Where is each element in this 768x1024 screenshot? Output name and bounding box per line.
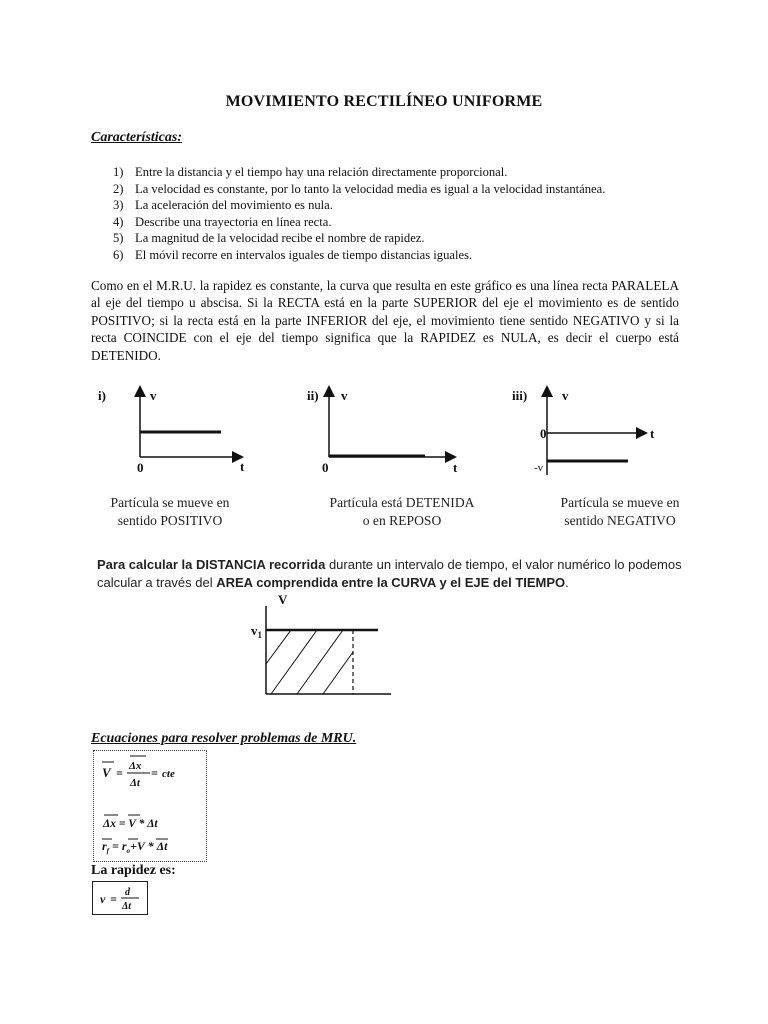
list-text: La velocidad es constante, por lo tanto la velocidad media es igual a la velocidad instantánea. xyxy=(135,181,606,196)
eq-equals: = xyxy=(116,766,123,780)
caption-line: sentido NEGATIVO xyxy=(564,513,676,528)
v-axis-label: V xyxy=(278,592,288,607)
v-axis-label: v xyxy=(341,388,348,403)
caption-rest xyxy=(312,494,492,530)
list-number: 4) xyxy=(113,214,124,229)
origin-label: 0 xyxy=(137,460,144,475)
graph-rest xyxy=(305,385,475,480)
negative-v-label: -v xyxy=(534,462,544,474)
list-item xyxy=(113,197,713,214)
list-item xyxy=(113,247,713,264)
origin-label: 0 xyxy=(322,460,329,475)
page-title: MOVIMIENTO RECTILÍNEO UNIFORME xyxy=(225,93,543,110)
equations-svg xyxy=(94,751,206,861)
list-item xyxy=(113,214,713,231)
eq3: $r_f = r_o+V * \Delta t$ xyxy=(102,839,168,855)
characteristics-list xyxy=(113,164,713,263)
rapidez-box xyxy=(92,881,148,915)
eq-equals: = xyxy=(110,892,117,906)
graph-negative xyxy=(510,385,680,485)
origin-label: 0 xyxy=(540,426,547,441)
rapidez-heading: La rapidez es: xyxy=(91,863,176,878)
list-item xyxy=(113,181,713,198)
caption-positive xyxy=(85,494,255,530)
list-text: La magnitud de la velocidad recibe el nombre de rapidez. xyxy=(135,231,425,245)
list-number: 2) xyxy=(113,181,124,196)
t-axis-label: t xyxy=(650,426,655,441)
graph-label: iii) xyxy=(512,388,528,403)
distance-text: Para calcular la xyxy=(97,557,197,572)
explanation-paragraph: Como en el M.R.U. la rapidez es constante, la curva que resulta en este gráfico es una línea recta PARALELA al eje del tiempo u abscisa. Si la RECTA está en la parte SUPERIOR del eje el movimiento es de sentido POSITIVO; si la recta está en la parte INFERIOR del eje, el movimiento tiene sentido NEGATIVO y si la recta COINCIDE con el eje del tiempo significa que la RAPIDEZ es NULA, es decir el cuerpo está DETENIDO. xyxy=(91,278,679,363)
distance-highlight: DISTANCIA recorrida xyxy=(196,557,326,572)
caption-line: Partícula está DETENIDA xyxy=(329,495,475,510)
list-number: 5) xyxy=(113,231,124,245)
area-hatching xyxy=(266,630,353,694)
graph-label: ii) xyxy=(307,388,319,403)
list-number: 3) xyxy=(113,198,124,212)
list-item xyxy=(113,230,713,247)
eq1-rhs: cte xyxy=(162,768,175,780)
list-item xyxy=(113,164,713,181)
v-axis-label: v xyxy=(150,388,157,403)
caption-line: sentido POSITIVO xyxy=(117,513,223,528)
area-graph xyxy=(245,590,395,705)
v-axis-label: v xyxy=(562,388,569,403)
list-text: La aceleración del movimiento es nula. xyxy=(135,198,333,212)
distance-paragraph xyxy=(97,556,687,592)
caption-line: o en REPOSO xyxy=(362,513,442,528)
caption-line: Partícula se mueve en xyxy=(110,495,230,510)
graph-label: i) xyxy=(98,388,106,403)
equations-box xyxy=(93,750,207,862)
eq2: Δx = V * Δt xyxy=(103,818,158,830)
rapidez-denominator: Δt xyxy=(122,901,132,912)
distance-text: . xyxy=(565,575,569,590)
t-axis-label: t xyxy=(453,460,458,475)
rapidez-lhs: v xyxy=(100,892,106,906)
eq1-denominator: Δt xyxy=(130,777,140,789)
caption-negative xyxy=(535,494,705,530)
list-number: 1) xyxy=(113,165,124,179)
rapidez-svg xyxy=(93,882,147,914)
rapidez-numerator: d xyxy=(125,887,130,898)
caption-line: Partícula se mueve en xyxy=(560,495,680,510)
distance-highlight: AREA comprendida entre la CURVA y el EJE del TIEMPO xyxy=(216,575,566,590)
equations-heading: Ecuaciones para resolver problemas de MRU. xyxy=(91,731,357,746)
list-text: Entre la distancia y el tiempo hay una relación directamente proporcional. xyxy=(135,165,508,179)
eq1-numerator: Δx xyxy=(129,760,142,772)
distance-text: durante un intervalo de tiempo, el valor numérico lo podemos calcular a través del xyxy=(97,557,682,590)
list-text: El móvil recorre en intervalos iguales de tiempo distancias iguales. xyxy=(135,247,473,262)
graph-positive xyxy=(90,385,260,480)
eq1-lhs: V xyxy=(102,765,111,780)
v1-label: $v_1$ xyxy=(251,623,262,640)
t-axis-label: t xyxy=(240,459,245,474)
list-number: 6) xyxy=(113,247,124,262)
list-text: Describe una trayectoria en línea recta. xyxy=(135,214,332,229)
eq-equals: = xyxy=(151,766,158,780)
characteristics-heading: Características: xyxy=(91,130,182,145)
